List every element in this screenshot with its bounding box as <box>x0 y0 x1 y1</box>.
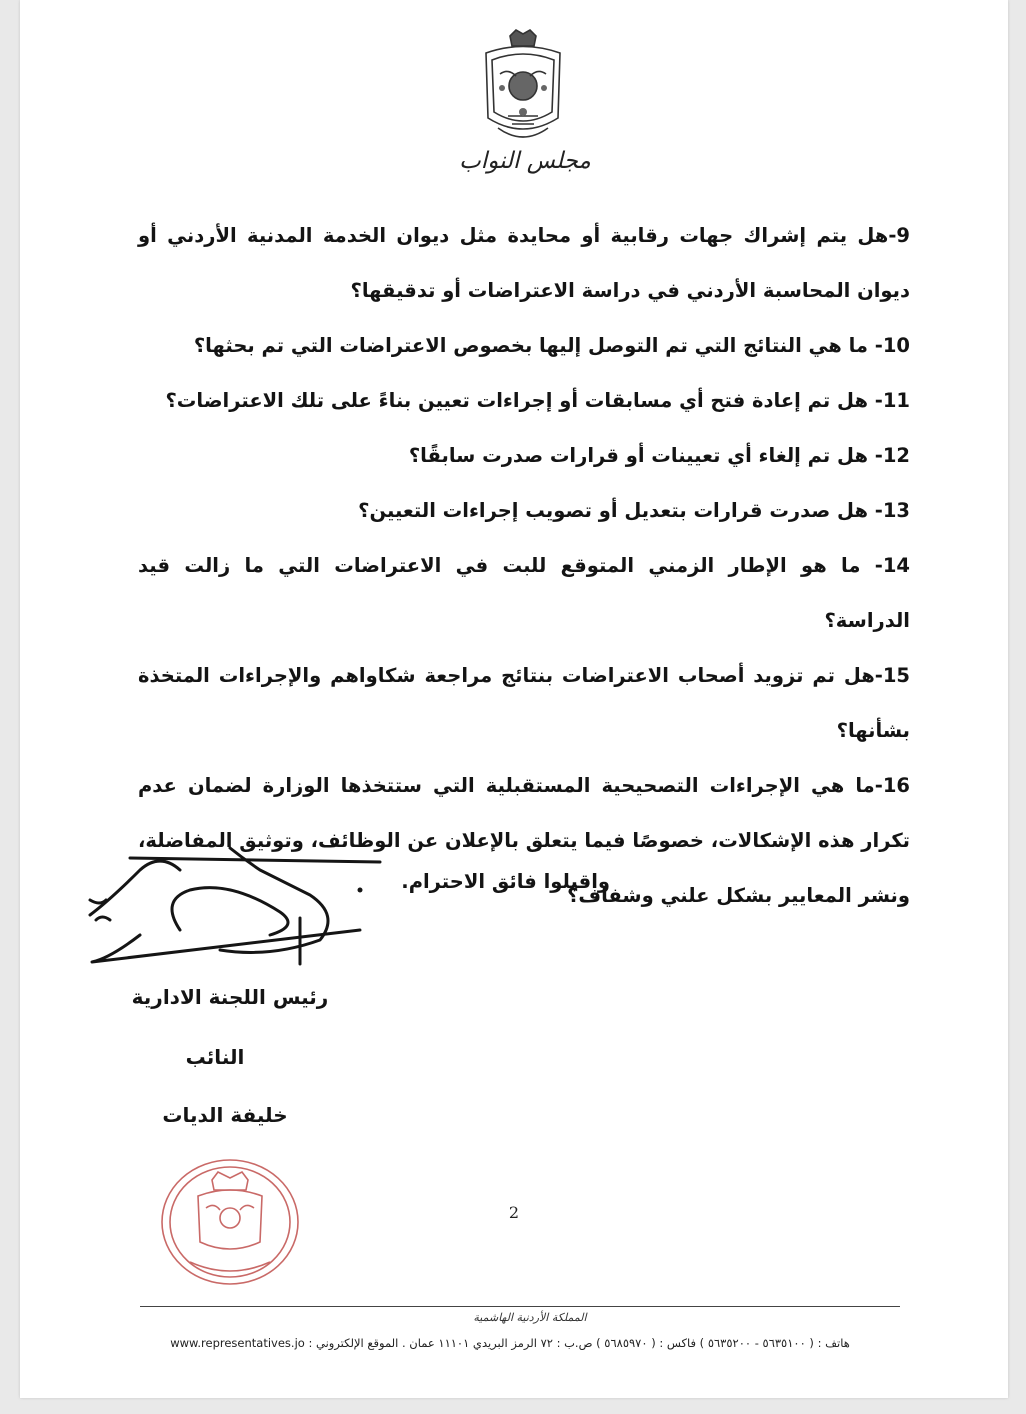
page-number: 2 <box>508 1203 520 1222</box>
question-item: 14- ما هو الإطار الزمني المتوقع للبت في الاعتراضات التي ما زالت قيد الدراسة؟ <box>138 554 910 632</box>
closing-line: واقبلوا فائق الاحترام. <box>401 870 610 893</box>
question-item: 12- هل تم إلغاء أي تعيينات أو قرارات صدرت سابقًا؟ <box>408 444 910 467</box>
question-item: 16-ما هي الإجراءات التصحيحية المستقبلية التي ستتخذها الوزارة لضمان عدم تكرار هذه الإشكالات، خصوصًا فيما يتعلق بالإعلان عن الوظائف، وتوثيق المفاضلة، ونشر المعايير بشكل علني وشفاف؟ <box>138 774 910 907</box>
question-item: 9-هل يتم إشراك جهات رقابية أو محايدة مثل ديوان الخدمة المدنية الأردني أو ديوان المحاسبة الأردني في دراسة الاعتراضات أو تدقيقها؟ <box>138 224 910 302</box>
footer-kingdom-name: المملكة الأردنية الهاشمية <box>473 1311 587 1324</box>
jordan-coat-of-arms-icon <box>478 28 568 148</box>
questions-list <box>138 208 910 923</box>
footer-contact-info: هاتف : ( ٥٦٣٥١٠٠ - ٥٦٣٥٢٠٠ ) فاكس : ( ٥٦٨٥٩٧٠ ) ص.ب : ٧٢ الرمز البريدي ١١١٠١ عمان . الموقع الإلكتروني : www.representatives.jo <box>170 1336 850 1350</box>
institution-name: مجلس النواب <box>459 148 591 174</box>
handwritten-signature <box>70 840 410 980</box>
question-item: 13- هل صدرت قرارات بتعديل أو تصويب إجراءات التعيين؟ <box>358 499 910 522</box>
question-item: 11- هل تم إعادة فتح أي مسابقات أو إجراءات تعيين بناءً على تلك الاعتراضات؟ <box>165 389 910 412</box>
signer-role: النائب <box>185 1045 245 1069</box>
letter-page <box>20 0 1008 1398</box>
question-item: 15-هل تم تزويد أصحاب الاعتراضات بنتائج مراجعة شكاواهم والإجراءات المتخذة بشأنها؟ <box>138 664 910 742</box>
signer-title: رئيس اللجنة الادارية <box>131 985 329 1009</box>
footer-divider <box>140 1306 900 1307</box>
official-stamp-icon <box>150 1152 310 1292</box>
question-item: 10- ما هي النتائج التي تم التوصل إليها بخصوص الاعتراضات التي تم بحثها؟ <box>193 334 910 357</box>
signer-name: خليفة الديات <box>162 1103 288 1127</box>
